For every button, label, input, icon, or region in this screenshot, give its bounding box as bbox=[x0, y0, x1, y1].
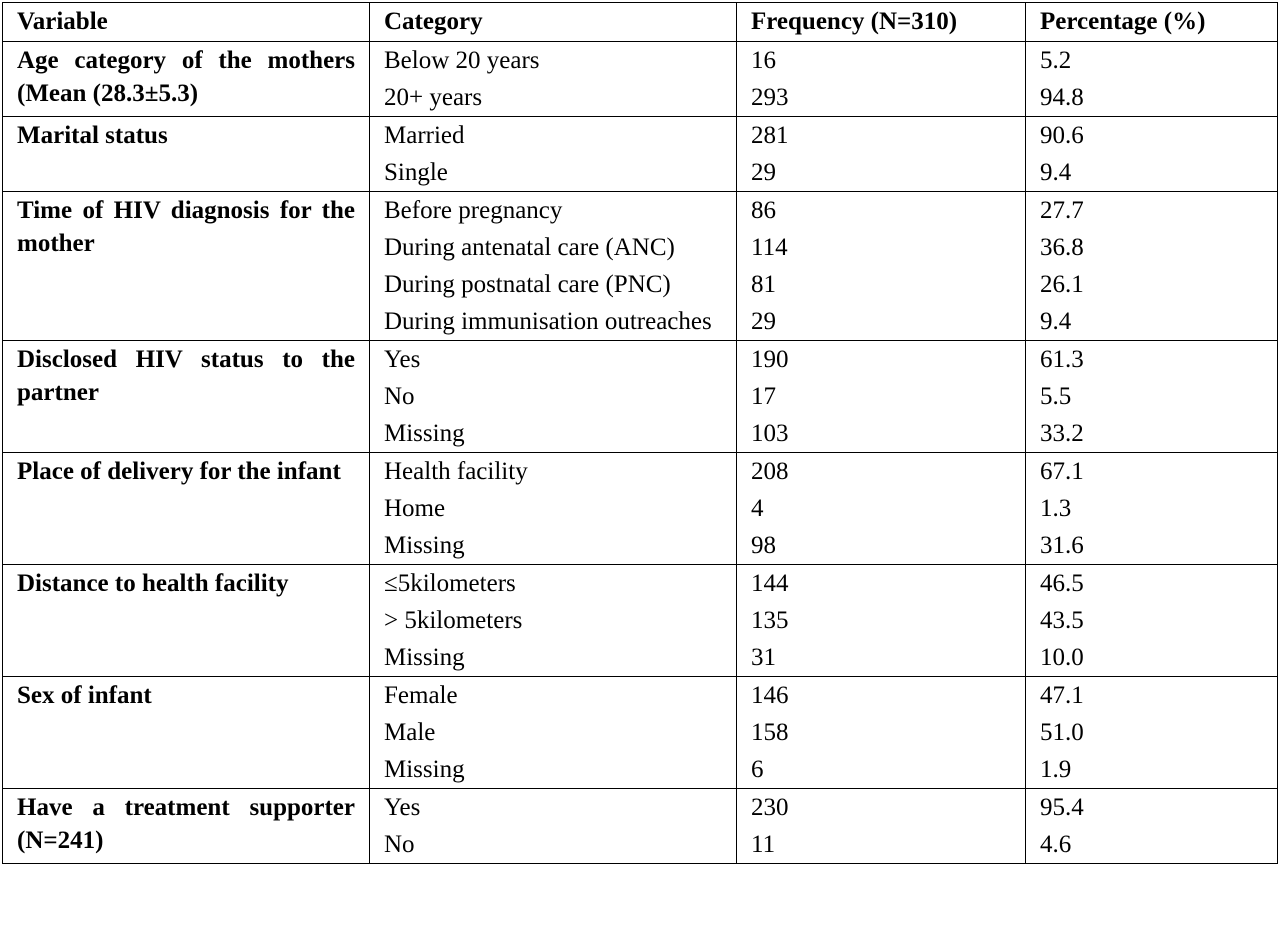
category-cell: Yes bbox=[370, 789, 737, 827]
table-row bbox=[3, 565, 1278, 603]
table-row bbox=[3, 42, 1278, 80]
percentage-cell: 61.3 bbox=[1026, 341, 1278, 379]
frequency-cell: 98 bbox=[737, 527, 1026, 565]
frequency-cell: 208 bbox=[737, 453, 1026, 491]
frequency-cell: 16 bbox=[737, 42, 1026, 80]
percentage-cell: 5.2 bbox=[1026, 42, 1278, 80]
frequency-cell: 230 bbox=[737, 789, 1026, 827]
percentage-cell: 95.4 bbox=[1026, 789, 1278, 827]
variable-cell: Marital status bbox=[3, 117, 370, 192]
frequency-cell: 6 bbox=[737, 751, 1026, 789]
percentage-cell: 5.5 bbox=[1026, 378, 1278, 415]
category-cell: Missing bbox=[370, 415, 737, 453]
table-row bbox=[3, 192, 1278, 230]
category-cell: > 5kilometers bbox=[370, 602, 737, 639]
table-row bbox=[3, 789, 1278, 827]
header-category: Category bbox=[370, 3, 737, 42]
table-row bbox=[3, 117, 1278, 155]
percentage-cell: 47.1 bbox=[1026, 677, 1278, 715]
percentage-cell: 27.7 bbox=[1026, 192, 1278, 230]
percentage-cell: 10.0 bbox=[1026, 639, 1278, 677]
frequency-cell: 81 bbox=[737, 266, 1026, 303]
variable-cell: Have a treatment supporter (N=241) bbox=[3, 789, 370, 864]
category-cell: Missing bbox=[370, 639, 737, 677]
category-cell: Married bbox=[370, 117, 737, 155]
percentage-cell: 43.5 bbox=[1026, 602, 1278, 639]
frequency-cell: 103 bbox=[737, 415, 1026, 453]
frequency-cell: 11 bbox=[737, 826, 1026, 864]
frequency-cell: 29 bbox=[737, 303, 1026, 341]
frequency-cell: 144 bbox=[737, 565, 1026, 603]
percentage-cell: 9.4 bbox=[1026, 303, 1278, 341]
category-cell: Health facility bbox=[370, 453, 737, 491]
category-cell: Male bbox=[370, 714, 737, 751]
frequency-cell: 29 bbox=[737, 154, 1026, 192]
category-cell: Yes bbox=[370, 341, 737, 379]
percentage-cell: 36.8 bbox=[1026, 229, 1278, 266]
percentage-cell: 4.6 bbox=[1026, 826, 1278, 864]
header-percentage: Percentage (%) bbox=[1026, 3, 1278, 42]
category-cell: Missing bbox=[370, 751, 737, 789]
frequency-cell: 293 bbox=[737, 79, 1026, 117]
percentage-cell: 31.6 bbox=[1026, 527, 1278, 565]
percentage-cell: 46.5 bbox=[1026, 565, 1278, 603]
category-cell: During postnatal care (PNC) bbox=[370, 266, 737, 303]
frequency-cell: 86 bbox=[737, 192, 1026, 230]
category-cell: During immunisation outreaches bbox=[370, 303, 737, 341]
category-cell: During antenatal care (ANC) bbox=[370, 229, 737, 266]
percentage-cell: 26.1 bbox=[1026, 266, 1278, 303]
variable-cell: Age category of the mothers (Mean (28.3±5.3) bbox=[3, 42, 370, 117]
variable-cell: Sex of infant bbox=[3, 677, 370, 789]
percentage-cell: 67.1 bbox=[1026, 453, 1278, 491]
category-cell: Single bbox=[370, 154, 737, 192]
percentage-cell: 33.2 bbox=[1026, 415, 1278, 453]
category-cell: ≤5kilometers bbox=[370, 565, 737, 603]
category-cell: Home bbox=[370, 490, 737, 527]
frequency-cell: 135 bbox=[737, 602, 1026, 639]
frequency-cell: 17 bbox=[737, 378, 1026, 415]
header-variable: Variable bbox=[3, 3, 370, 42]
category-cell: Below 20 years bbox=[370, 42, 737, 80]
frequency-cell: 4 bbox=[737, 490, 1026, 527]
category-cell: Before pregnancy bbox=[370, 192, 737, 230]
frequency-cell: 31 bbox=[737, 639, 1026, 677]
percentage-cell: 94.8 bbox=[1026, 79, 1278, 117]
variable-cell: Distance to health facility bbox=[3, 565, 370, 677]
percentage-cell: 9.4 bbox=[1026, 154, 1278, 192]
header-frequency: Frequency (N=310) bbox=[737, 3, 1026, 42]
variable-cell: Disclosed HIV status to the partner bbox=[3, 341, 370, 453]
percentage-cell: 51.0 bbox=[1026, 714, 1278, 751]
variable-cell: Time of HIV diagnosis for the mother bbox=[3, 192, 370, 341]
frequency-cell: 281 bbox=[737, 117, 1026, 155]
table-row bbox=[3, 341, 1278, 379]
category-cell: Female bbox=[370, 677, 737, 715]
frequency-cell: 146 bbox=[737, 677, 1026, 715]
frequency-cell: 114 bbox=[737, 229, 1026, 266]
table-row bbox=[3, 677, 1278, 715]
category-cell: 20+ years bbox=[370, 79, 737, 117]
category-cell: No bbox=[370, 826, 737, 864]
percentage-cell: 1.3 bbox=[1026, 490, 1278, 527]
frequency-table bbox=[2, 2, 1278, 864]
frequency-cell: 158 bbox=[737, 714, 1026, 751]
category-cell: Missing bbox=[370, 527, 737, 565]
category-cell: No bbox=[370, 378, 737, 415]
table-body bbox=[3, 42, 1278, 864]
table-row bbox=[3, 453, 1278, 491]
header-row bbox=[3, 3, 1278, 42]
frequency-cell: 190 bbox=[737, 341, 1026, 379]
percentage-cell: 90.6 bbox=[1026, 117, 1278, 155]
percentage-cell: 1.9 bbox=[1026, 751, 1278, 789]
variable-cell: Place of delivery for the infant bbox=[3, 453, 370, 565]
